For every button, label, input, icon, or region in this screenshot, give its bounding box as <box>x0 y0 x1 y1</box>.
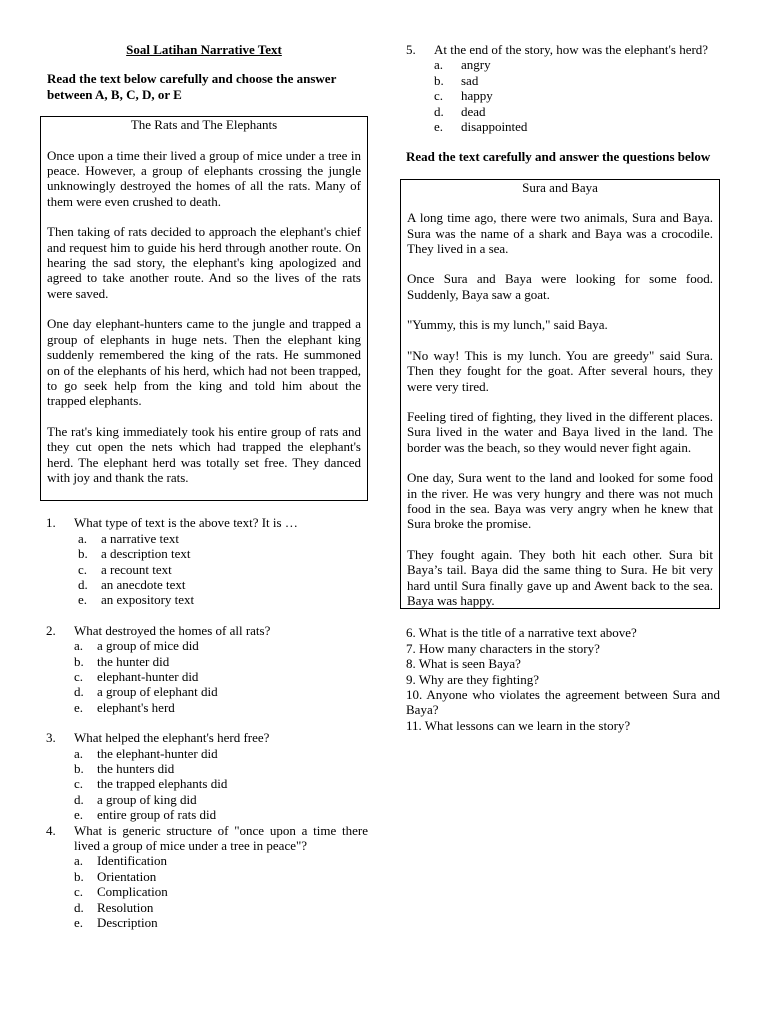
passage-paragraph: A long time ago, there were two animals, Sura and Baya. Sura was the name of a shark and Baya was a crocodile. They lived in a sea. <box>407 210 713 257</box>
passage-title: The Rats and The Elephants <box>130 117 278 133</box>
option-c[interactable]: c. a recount text <box>78 561 172 577</box>
left-column <box>40 42 368 931</box>
option-b[interactable]: b. Orientation <box>74 868 157 884</box>
essay-question-11: 11. What lessons can we learn in the story? <box>406 717 631 733</box>
option-c[interactable]: c. Complication <box>74 884 168 900</box>
option-b[interactable]: b. sad <box>434 72 479 88</box>
option-list <box>74 746 368 823</box>
question-number: 4. <box>46 822 56 838</box>
question-number: 3. <box>46 730 56 746</box>
option-c[interactable]: c. the trapped elephants did <box>74 776 228 792</box>
option-a[interactable]: a. the elephant-hunter did <box>74 745 218 761</box>
option-d[interactable]: d. Resolution <box>74 899 154 915</box>
option-e[interactable]: e. an expository text <box>78 592 195 608</box>
question-text: What destroyed the homes of all rats? <box>74 622 271 638</box>
option-d[interactable]: d. a group of elephant did <box>74 684 218 700</box>
option-d[interactable]: d. dead <box>434 103 486 119</box>
essay-question-list <box>406 625 720 733</box>
option-e[interactable]: e. Description <box>74 915 158 931</box>
passage-paragraph: Once upon a time their lived a group of mice under a tree in peace. However, a group of elephants crossing the jungle unknowingly destroyed the homes of all the rats. Many of them were even crushed to death. <box>47 147 361 209</box>
option-list <box>74 531 368 608</box>
option-c[interactable]: c. happy <box>434 88 493 104</box>
option-a[interactable]: a. a narrative text <box>78 530 179 546</box>
instruction-multiple-choice: Read the text below carefully and choose the answer between A, B, C, D, or E <box>47 71 337 102</box>
option-d[interactable]: d. an anecdote text <box>78 576 186 592</box>
question-text: What helped the elephant's herd free? <box>74 730 270 746</box>
option-a[interactable]: a. angry <box>434 57 491 73</box>
option-list <box>74 853 368 930</box>
passage-paragraph: One day, Sura went to the land and looked for some food in the river. He was very hungry and there was not much food in the sea. Baya was very angry when he knew that Sura broke the promise. <box>407 470 713 532</box>
essay-question-10: 10. Anyone who violates the agreement between Sura and Baya? <box>406 687 720 718</box>
option-list <box>74 638 368 715</box>
passage-box-rats-elephants <box>40 116 368 501</box>
passage-paragraph: Then taking of rats decided to approach the elephant's chief and request him to guide his herd through another route. On hearing the sad story, the elephant's king apologized and agreed to take another route. And so the lives of the rats were saved. <box>47 224 361 301</box>
essay-question-7: 7. How many characters in the story? <box>406 640 600 656</box>
passage-title: Sura and Baya <box>522 179 598 195</box>
option-b[interactable]: b. the hunter did <box>74 653 170 669</box>
essay-question-8: 8. What is seen Baya? <box>406 656 521 672</box>
instruction-essay: Read the text carefully and answer the questions below <box>406 149 711 165</box>
passage-paragraph: "Yummy, this is my lunch," said Baya. <box>407 317 608 333</box>
passage-box-sura-baya <box>400 179 720 610</box>
option-e[interactable]: e. entire group of rats did <box>74 807 217 823</box>
passage-paragraph: The rat's king immediately took his entire group of rats and they cut open the nets which had trapped the elephant's herd. The elephant herd was totally set free. They danced with joy and thank the rats. <box>47 423 361 485</box>
option-list <box>434 57 720 134</box>
question-1 <box>40 515 368 607</box>
question-number: 2. <box>46 622 56 638</box>
passage-paragraph: Feeling tired of fighting, they lived in the different places. Sura lived in the water and Baya lived in the land. The border was the beach, so they would never fight again. <box>407 408 713 455</box>
worksheet-title: Soal Latihan Narrative Text <box>126 42 282 57</box>
question-text: What type of text is the above text? It is … <box>74 515 298 531</box>
option-a[interactable]: a. Identification <box>74 853 168 869</box>
passage-paragraph: They fought again. They both hit each other. Sura bit Baya’s tail. Baya did the same thing to Sura. He bit very hard until Sura finally gave up and Awent back to the sea. Baya was happy. <box>407 546 713 608</box>
option-b[interactable]: b. a description text <box>78 546 191 562</box>
passage-paragraph: One day elephant-hunters came to the jungle and trapped a group of elephants in huge nets. Then the elephant king suddenly remembered the king of the rats. He summoned on of the elephants of his herd, which had not been trapped, to go seek help from the king and told him about the trapped elephants. <box>47 316 361 409</box>
question-4 <box>40 823 368 931</box>
essay-question-6: 6. What is the title of a narrative text above? <box>406 625 637 641</box>
option-e[interactable]: e. disappointed <box>434 119 528 135</box>
option-a[interactable]: a. a group of mice did <box>74 638 199 654</box>
option-b[interactable]: b. the hunters did <box>74 761 175 777</box>
option-d[interactable]: d. a group of king did <box>74 791 197 807</box>
essay-question-9: 9. Why are they fighting? <box>406 671 539 687</box>
option-e[interactable]: e. elephant's herd <box>74 699 175 715</box>
question-3 <box>40 730 368 822</box>
question-text: What is generic structure of "once upon a time there lived a group of mice under a tree in peace"? <box>74 822 368 854</box>
question-number: 5. <box>406 42 416 57</box>
question-number: 1. <box>46 515 56 531</box>
question-2 <box>40 623 368 715</box>
right-column <box>406 42 720 733</box>
option-c[interactable]: c. elephant-hunter did <box>74 669 199 684</box>
passage-paragraph: Once Sura and Baya were looking for some food. Suddenly, Baya saw a goat. <box>407 271 713 302</box>
question-text: At the end of the story, how was the elephant's herd? <box>434 42 709 57</box>
passage-paragraph: "No way! This is my lunch. You are greedy" said Sura. Then they fought for the goat. After several hours, they were very tired. <box>407 347 713 394</box>
question-5 <box>406 42 720 134</box>
